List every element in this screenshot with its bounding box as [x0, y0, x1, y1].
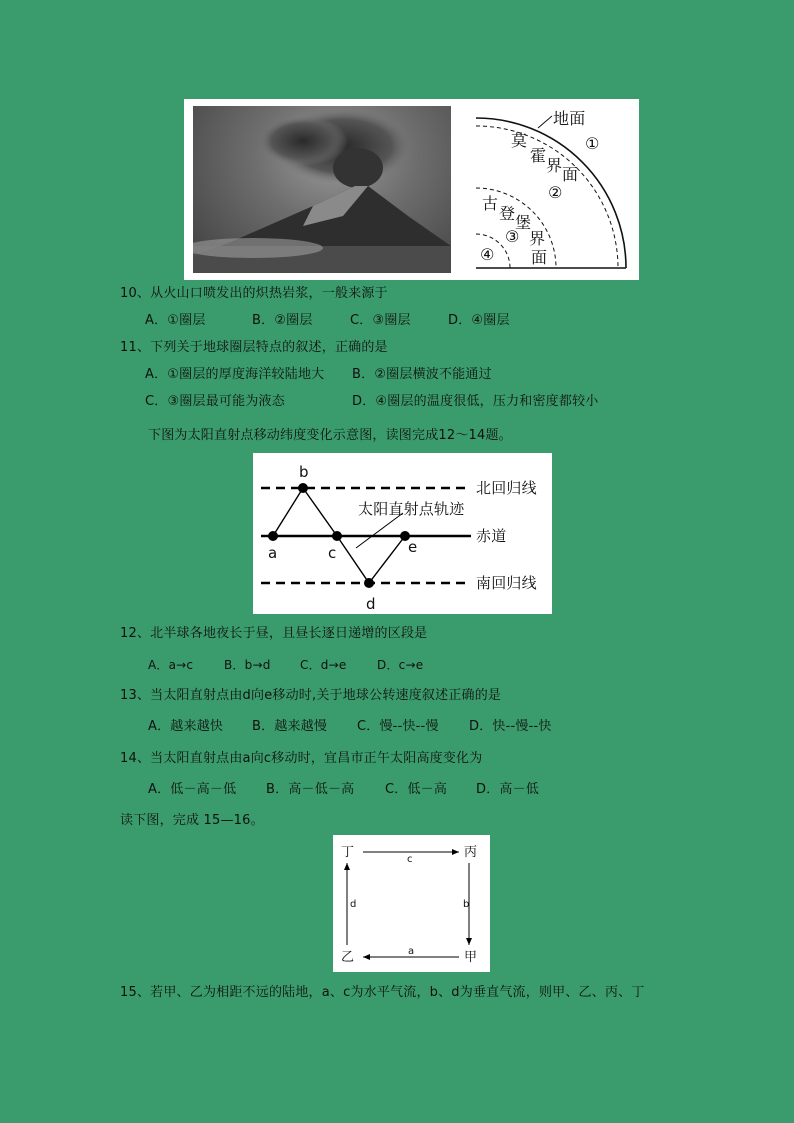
q10-option-b[interactable]: B．②圈层	[252, 313, 313, 328]
label-yi: 乙	[341, 950, 355, 965]
label-tropic-south: 南回归线	[476, 574, 537, 592]
point-d	[364, 578, 374, 588]
q10-option-d[interactable]: D．④圈层	[448, 313, 510, 328]
q13-stem: 13、当太阳直射点由d向e移动时,关于地球公转速度叙述正确的是	[120, 688, 502, 703]
label-ding: 丁	[341, 845, 355, 860]
point-a	[268, 531, 278, 541]
q13-option-c[interactable]: C．慢--快--慢	[357, 719, 439, 734]
point-b	[298, 483, 308, 493]
label-flow-c: c	[407, 854, 413, 865]
label-tropic-north: 北回归线	[476, 479, 537, 497]
q11-stem: 11、下列关于地球圈层特点的叙述，正确的是	[120, 340, 388, 355]
q15-stem: 15、若甲、乙为相距不远的陆地，a、c为水平气流，b、d为垂直气流，则甲、乙、丙、丁	[120, 985, 645, 1000]
label-gutenberg-2: 登	[499, 204, 516, 223]
q10-option-c[interactable]: C．③圈层	[350, 313, 411, 328]
q12-option-c[interactable]: C．d→e	[300, 658, 347, 672]
label-point-b: b	[299, 463, 309, 481]
q13-option-a[interactable]: A．越来越快	[148, 719, 224, 734]
label-point-d: d	[366, 595, 376, 613]
label-gutenberg-1: 古	[482, 194, 499, 213]
label-gutenberg-4: 界	[529, 229, 546, 248]
label-flow-d: d	[350, 899, 357, 910]
label-point-e: e	[408, 538, 418, 556]
label-layer-3: ③	[505, 227, 520, 246]
label-gutenberg-5: 面	[531, 248, 548, 267]
label-bing: 丙	[464, 845, 478, 860]
label-track: 太阳直射点轨迹	[358, 500, 465, 518]
label-moho-1: 莫	[511, 131, 528, 150]
q12-option-b[interactable]: B．b→d	[224, 658, 271, 672]
q11-option-b[interactable]: B．②圈层横波不能通过	[352, 367, 492, 382]
q14-option-a[interactable]: A．低－高－低	[148, 782, 237, 797]
intro-12-14: 下图为太阳直射点移动纬度变化示意图，读图完成12～14题。	[148, 428, 512, 443]
label-flow-a: a	[408, 946, 415, 957]
q10-option-a[interactable]: A．①圈层	[145, 313, 206, 328]
q14-option-d[interactable]: D．高－低	[476, 782, 540, 797]
label-point-c: c	[328, 544, 337, 562]
q10-stem: 10、从火山口喷发出的炽热岩浆，一般来源于	[120, 286, 388, 301]
q13-option-d[interactable]: D．快--慢--快	[469, 719, 552, 734]
q14-option-b[interactable]: B．高－低－高	[266, 782, 355, 797]
q12-option-d[interactable]: D．c→e	[377, 658, 424, 672]
label-equator: 赤道	[476, 527, 507, 545]
label-moho-3: 界	[546, 156, 563, 175]
point-c	[332, 531, 342, 541]
q12-stem: 12、北半球各地夜长于昼，且昼长逐日递增的区段是	[120, 626, 428, 641]
label-layer-2: ②	[548, 183, 563, 202]
volcano-photo	[193, 106, 451, 273]
q11-option-a[interactable]: A．①圈层的厚度海洋较陆地大	[145, 367, 325, 382]
label-surface: 地面	[553, 109, 586, 128]
label-gutenberg-3: 堡	[515, 213, 532, 232]
label-moho-4: 面	[562, 165, 579, 184]
q11-option-d[interactable]: D．④圈层的温度很低，压力和密度都较小	[352, 394, 599, 409]
q13-option-b[interactable]: B．越来越慢	[252, 719, 328, 734]
label-point-a: a	[268, 544, 278, 562]
label-jia: 甲	[464, 950, 478, 965]
q12-option-a[interactable]: A．a→c	[148, 658, 194, 672]
q14-stem: 14、当太阳直射点由a向c移动时，宜昌市正午太阳高度变化为	[120, 751, 483, 766]
intro-15-16: 读下图，完成 15—16。	[120, 813, 264, 828]
q14-option-c[interactable]: C．低－高	[385, 782, 448, 797]
label-layer-1: ①	[585, 134, 600, 153]
q11-option-c[interactable]: C．③圈层最可能为液态	[145, 394, 285, 409]
label-moho-2: 霍	[530, 146, 547, 165]
label-flow-b: b	[463, 899, 470, 910]
label-layer-4: ④	[480, 245, 495, 264]
